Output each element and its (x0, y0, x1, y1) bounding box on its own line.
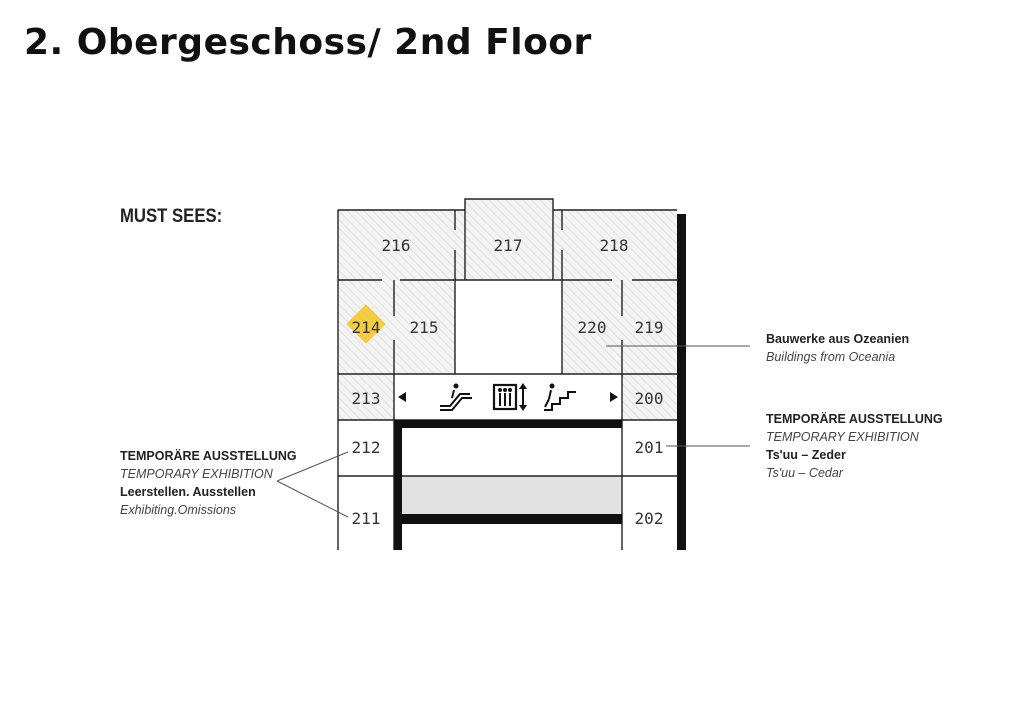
room-202-label: 202 (634, 509, 664, 528)
legend-tsuu-en-heading: TEMPORARY EXHIBITION (766, 430, 919, 444)
room-214-label: 214 (351, 318, 381, 337)
legend-oceania-en: Buildings from Oceania (766, 350, 896, 364)
right-arrow-icon (610, 392, 618, 402)
legend-tsuu-en-title: Ts'uu – Cedar (766, 466, 843, 480)
legend-leerstellen (120, 447, 297, 519)
room-215-label: 215 (409, 318, 439, 337)
escalator-icon (440, 384, 472, 411)
legend-tsuu (766, 410, 943, 482)
legend-leerstellen-en-heading: TEMPORARY EXHIBITION (120, 467, 273, 481)
room-220-label: 220 (577, 318, 607, 337)
legend-oceania-de: Bauwerke aus Ozeanien (766, 332, 910, 346)
room-218-label: 218 (599, 236, 629, 255)
room-201-label: 201 (634, 438, 664, 457)
stairs-icon (544, 384, 576, 411)
legend-leerstellen-de-title: Leerstellen. Ausstellen (120, 485, 256, 499)
page-title: 2. Obergeschoss/ 2nd Floor (24, 22, 592, 63)
room-217-label: 217 (493, 236, 523, 255)
left-arrow-icon (398, 392, 406, 402)
legend-tsuu-de-heading: TEMPORÄRE AUSSTELLUNG (766, 412, 943, 426)
legend-leerstellen-de-heading: TEMPORÄRE AUSSTELLUNG (120, 449, 297, 463)
hatched-rooms (338, 199, 677, 420)
room-216-label: 216 (381, 236, 411, 255)
room-212-label: 212 (351, 438, 381, 457)
room-200-label: 200 (634, 389, 664, 408)
temporary-exhibition-area (398, 476, 622, 514)
legend-tsuu-de-title: Ts'uu – Zeder (766, 448, 846, 462)
room-213-label: 213 (351, 389, 381, 408)
room-211-label: 211 (351, 509, 381, 528)
elevator-icon (494, 383, 527, 411)
legend-oceania (766, 330, 909, 366)
must-sees-label: MUST SEES: (120, 206, 223, 227)
room-219-label: 219 (634, 318, 664, 337)
legend-leerstellen-en-title: Exhibiting.Omissions (120, 503, 237, 517)
